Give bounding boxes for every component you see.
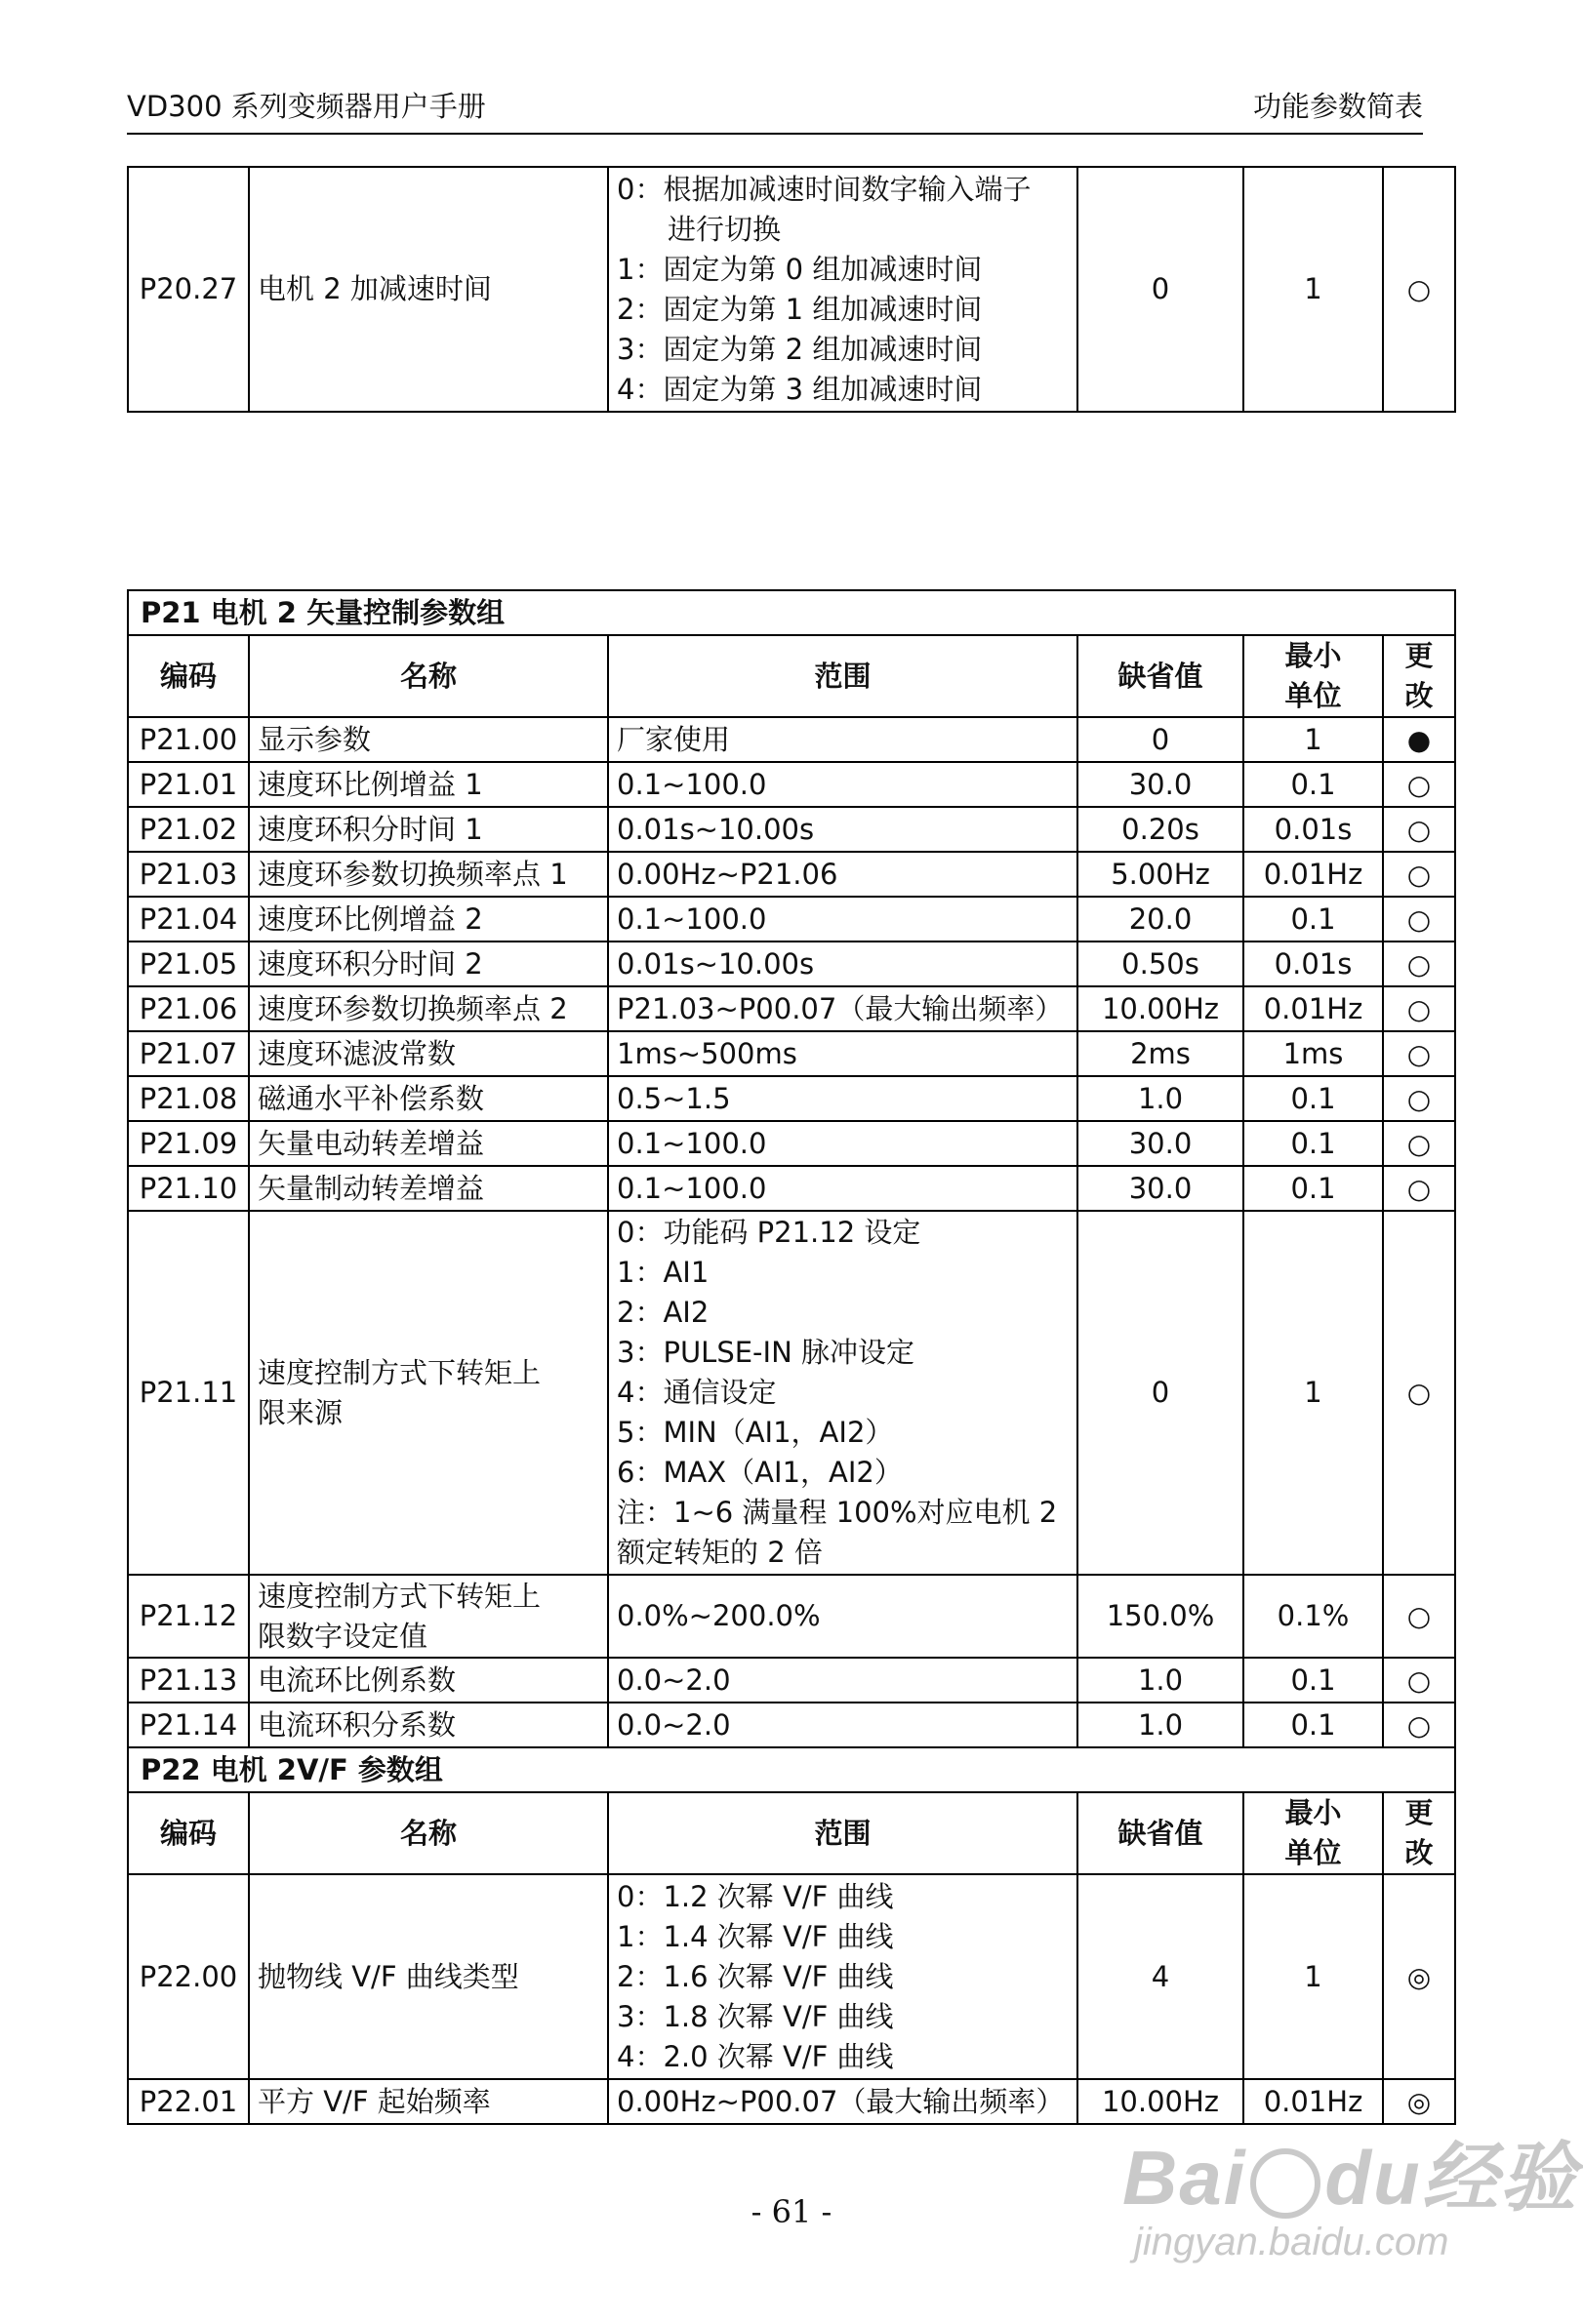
col-modify — [1383, 1792, 1455, 1874]
param-name — [249, 1575, 608, 1658]
col-unit-line2: 单位 — [1284, 1836, 1342, 1869]
group-title-row — [128, 1747, 1455, 1792]
param-default: 30.0 — [1077, 1166, 1243, 1211]
table-row — [128, 1121, 1455, 1166]
modify-symbol: ○ — [1383, 897, 1455, 942]
param-code: P21.14 — [128, 1703, 249, 1747]
section-title: 功能参数简表 — [1252, 90, 1423, 123]
param-unit: 0.01Hz — [1243, 986, 1383, 1031]
range-line: 2：固定为第 1 组加减速时间 — [617, 292, 983, 326]
modify-symbol: ◎ — [1383, 2079, 1455, 2124]
modify-symbol: ○ — [1383, 1211, 1455, 1575]
table-row — [128, 1575, 1455, 1658]
range-line: 4：通信设定 — [617, 1376, 777, 1409]
param-code: P21.07 — [128, 1031, 249, 1076]
param-name: 显示参数 — [249, 717, 608, 762]
range-line: 0：功能码 P21.12 设定 — [617, 1216, 921, 1249]
range-line: 3：1.8 次幂 V/F 曲线 — [617, 1999, 894, 2033]
watermark-url: jingyan.baidu.com — [1134, 2221, 1449, 2264]
col-code: 编码 — [128, 635, 249, 717]
modify-symbol: ○ — [1383, 1031, 1455, 1076]
param-name: 速度环比例增益 1 — [249, 762, 608, 807]
param-code: P21.01 — [128, 762, 249, 807]
param-range: 0.1~100.0 — [608, 1121, 1077, 1166]
modify-symbol: ○ — [1383, 1121, 1455, 1166]
table-row — [128, 897, 1455, 942]
param-range: 0.0%~200.0% — [608, 1575, 1077, 1658]
param-code: P21.02 — [128, 807, 249, 852]
param-range: 0.01s~10.00s — [608, 807, 1077, 852]
param-unit: 1 — [1243, 167, 1383, 412]
group-title: P22 电机 2V/F 参数组 — [128, 1747, 1455, 1792]
col-modify — [1383, 635, 1455, 717]
param-range: 0.01s~10.00s — [608, 942, 1077, 986]
range-line: 0：1.2 次幂 V/F 曲线 — [617, 1879, 894, 1913]
name-line: 限数字设定值 — [258, 1619, 428, 1653]
range-line: 2：1.6 次幂 V/F 曲线 — [617, 1959, 894, 1993]
param-unit: 0.1 — [1243, 1076, 1383, 1121]
col-range: 范围 — [608, 635, 1077, 717]
range-line: 3：固定为第 2 组加减速时间 — [617, 332, 983, 366]
param-code: P20.27 — [128, 167, 249, 412]
param-name: 矢量电动转差增益 — [249, 1121, 608, 1166]
param-default: 0.50s — [1077, 942, 1243, 986]
param-code: P21.06 — [128, 986, 249, 1031]
param-code: P21.03 — [128, 852, 249, 897]
param-name: 速度环比例增益 2 — [249, 897, 608, 942]
param-unit: 0.1 — [1243, 1703, 1383, 1747]
param-range: 0.5~1.5 — [608, 1076, 1077, 1121]
col-modify-line1: 更 — [1404, 639, 1434, 672]
param-unit: 0.1 — [1243, 1121, 1383, 1166]
col-modify-line2: 改 — [1404, 1836, 1434, 1869]
range-line: 6：MAX（AI1，AI2） — [617, 1456, 903, 1489]
modify-symbol: ● — [1383, 717, 1455, 762]
table-row — [128, 1211, 1455, 1575]
name-line: 速度控制方式下转矩上 — [258, 1579, 542, 1613]
page-header — [127, 88, 1423, 135]
param-unit: 1 — [1243, 1874, 1383, 2079]
param-code: P22.00 — [128, 1874, 249, 2079]
p20-table — [127, 166, 1456, 413]
range-line: 1：1.4 次幂 V/F 曲线 — [617, 1919, 894, 1953]
param-name: 电流环比例系数 — [249, 1658, 608, 1703]
param-default: 20.0 — [1077, 897, 1243, 942]
param-code: P21.05 — [128, 942, 249, 986]
param-range: 0.0~2.0 — [608, 1658, 1077, 1703]
param-range — [608, 1874, 1077, 2079]
p21-rows — [128, 717, 1455, 1211]
param-range: 厂家使用 — [608, 717, 1077, 762]
col-unit-line1: 最小 — [1284, 1796, 1342, 1829]
param-default: 1.0 — [1077, 1658, 1243, 1703]
param-name: 速度环滤波常数 — [249, 1031, 608, 1076]
modify-symbol: ○ — [1383, 807, 1455, 852]
baidu-watermark — [1122, 2117, 1578, 2264]
table-row — [128, 807, 1455, 852]
param-name: 电流环积分系数 — [249, 1703, 608, 1747]
param-default: 30.0 — [1077, 762, 1243, 807]
modify-symbol: ○ — [1383, 1658, 1455, 1703]
range-line: 0：根据加减速时间数字输入端子 — [617, 172, 1032, 206]
param-range — [608, 1211, 1077, 1575]
param-unit: 1 — [1243, 1211, 1383, 1575]
param-code: P22.01 — [128, 2079, 249, 2124]
param-unit: 1 — [1243, 717, 1383, 762]
p21-tail-rows — [128, 1658, 1455, 1747]
param-unit: 0.01Hz — [1243, 852, 1383, 897]
table-row — [128, 1658, 1455, 1703]
name-line: 限来源 — [258, 1395, 344, 1429]
param-code: P21.04 — [128, 897, 249, 942]
table-row — [128, 1031, 1455, 1076]
param-default: 10.00Hz — [1077, 986, 1243, 1031]
table-row — [128, 717, 1455, 762]
range-line: 4：2.0 次幂 V/F 曲线 — [617, 2039, 894, 2073]
param-default: 0 — [1077, 1211, 1243, 1575]
param-unit: 0.1 — [1243, 1658, 1383, 1703]
param-code: P21.13 — [128, 1658, 249, 1703]
watermark-brand-part1: Bai — [1122, 2135, 1247, 2221]
param-name — [249, 1211, 608, 1575]
range-line: 额定转矩的 2 倍 — [617, 1536, 823, 1569]
param-range: 0.1~100.0 — [608, 897, 1077, 942]
param-range: P21.03~P00.07（最大输出频率） — [608, 986, 1077, 1031]
column-header-row — [128, 1792, 1455, 1874]
param-name: 磁通水平补偿系数 — [249, 1076, 608, 1121]
range-line: 5：MIN（AI1，AI2） — [617, 1416, 894, 1449]
modify-symbol: ○ — [1383, 1575, 1455, 1658]
col-default: 缺省值 — [1077, 1792, 1243, 1874]
param-unit: 0.1% — [1243, 1575, 1383, 1658]
param-code: P21.10 — [128, 1166, 249, 1211]
param-name: 速度环积分时间 1 — [249, 807, 608, 852]
param-name: 矢量制动转差增益 — [249, 1166, 608, 1211]
param-code: P21.00 — [128, 717, 249, 762]
group-title-row — [128, 590, 1455, 635]
modify-symbol: ◎ — [1383, 1874, 1455, 2079]
param-unit: 0.01Hz — [1243, 2079, 1383, 2124]
range-line: 1：AI1 — [617, 1256, 710, 1289]
param-code: P21.11 — [128, 1211, 249, 1575]
modify-symbol: ○ — [1383, 1703, 1455, 1747]
name-line: 速度控制方式下转矩上 — [258, 1355, 542, 1389]
col-code: 编码 — [128, 1792, 249, 1874]
param-code: P21.12 — [128, 1575, 249, 1658]
param-unit: 0.1 — [1243, 762, 1383, 807]
col-modify-line1: 更 — [1404, 1796, 1434, 1829]
range-line: 4：固定为第 3 组加减速时间 — [617, 372, 983, 406]
table-row — [128, 942, 1455, 986]
col-unit — [1243, 635, 1383, 717]
watermark-brand-part2: du — [1324, 2135, 1422, 2221]
param-default: 150.0% — [1077, 1575, 1243, 1658]
param-default: 1.0 — [1077, 1076, 1243, 1121]
col-default: 缺省值 — [1077, 635, 1243, 717]
table-row — [128, 1076, 1455, 1121]
param-default: 10.00Hz — [1077, 2079, 1243, 2124]
modify-symbol: ○ — [1383, 762, 1455, 807]
table-row — [128, 762, 1455, 807]
manual-title: VD300 系列变频器用户手册 — [127, 90, 486, 123]
col-name: 名称 — [249, 635, 608, 717]
param-default: 1.0 — [1077, 1703, 1243, 1747]
range-line: 进行切换 — [668, 212, 782, 246]
param-name: 速度环参数切换频率点 2 — [249, 986, 608, 1031]
col-unit-line2: 单位 — [1284, 679, 1342, 712]
param-unit: 0.1 — [1243, 897, 1383, 942]
param-default: 0.20s — [1077, 807, 1243, 852]
param-range: 0.1~100.0 — [608, 762, 1077, 807]
param-default: 2ms — [1077, 1031, 1243, 1076]
group-title: P21 电机 2 矢量控制参数组 — [128, 590, 1455, 635]
modify-symbol: ○ — [1383, 1076, 1455, 1121]
param-unit: 0.01s — [1243, 807, 1383, 852]
table-row — [128, 167, 1455, 412]
modify-symbol: ○ — [1383, 167, 1455, 412]
col-unit — [1243, 1792, 1383, 1874]
p21-p22-table — [127, 589, 1456, 2125]
param-default: 0 — [1077, 717, 1243, 762]
param-range: 0.1~100.0 — [608, 1166, 1077, 1211]
table-row — [128, 2079, 1455, 2124]
range-line: 注：1~6 满量程 100%对应电机 2 — [617, 1496, 1058, 1529]
param-unit: 0.01s — [1243, 942, 1383, 986]
param-range — [608, 167, 1077, 412]
param-range: 0.00Hz~P21.06 — [608, 852, 1077, 897]
param-code: P21.09 — [128, 1121, 249, 1166]
table-row — [128, 1874, 1455, 2079]
table-row — [128, 1166, 1455, 1211]
range-line: 2：AI2 — [617, 1296, 710, 1329]
param-unit: 1ms — [1243, 1031, 1383, 1076]
watermark-brand-part3: 经验 — [1421, 2135, 1578, 2221]
param-default: 5.00Hz — [1077, 852, 1243, 897]
param-range: 0.00Hz~P00.07（最大输出频率） — [608, 2079, 1077, 2124]
col-name: 名称 — [249, 1792, 608, 1874]
param-code: P21.08 — [128, 1076, 249, 1121]
column-header-row — [128, 635, 1455, 717]
col-range: 范围 — [608, 1792, 1077, 1874]
param-range: 1ms~500ms — [608, 1031, 1077, 1076]
table-row — [128, 852, 1455, 897]
modify-symbol: ○ — [1383, 852, 1455, 897]
param-name: 平方 V/F 起始频率 — [249, 2079, 608, 2124]
range-line: 1：固定为第 0 组加减速时间 — [617, 252, 983, 286]
table-row — [128, 1703, 1455, 1747]
param-name: 速度环积分时间 2 — [249, 942, 608, 986]
range-line: 3：PULSE-IN 脉冲设定 — [617, 1336, 914, 1369]
col-unit-line1: 最小 — [1284, 639, 1342, 672]
param-default: 4 — [1077, 1874, 1243, 2079]
param-range: 0.0~2.0 — [608, 1703, 1077, 1747]
page-number: - 61 - — [751, 2193, 832, 2230]
param-default: 0 — [1077, 167, 1243, 412]
table-row — [128, 986, 1455, 1031]
param-name: 抛物线 V/F 曲线类型 — [249, 1874, 608, 2079]
param-name: 电机 2 加减速时间 — [249, 167, 608, 412]
modify-symbol: ○ — [1383, 1166, 1455, 1211]
param-unit: 0.1 — [1243, 1166, 1383, 1211]
col-modify-line2: 改 — [1404, 679, 1434, 712]
modify-symbol: ○ — [1383, 986, 1455, 1031]
modify-symbol: ○ — [1383, 942, 1455, 986]
param-default: 30.0 — [1077, 1121, 1243, 1166]
param-name: 速度环参数切换频率点 1 — [249, 852, 608, 897]
